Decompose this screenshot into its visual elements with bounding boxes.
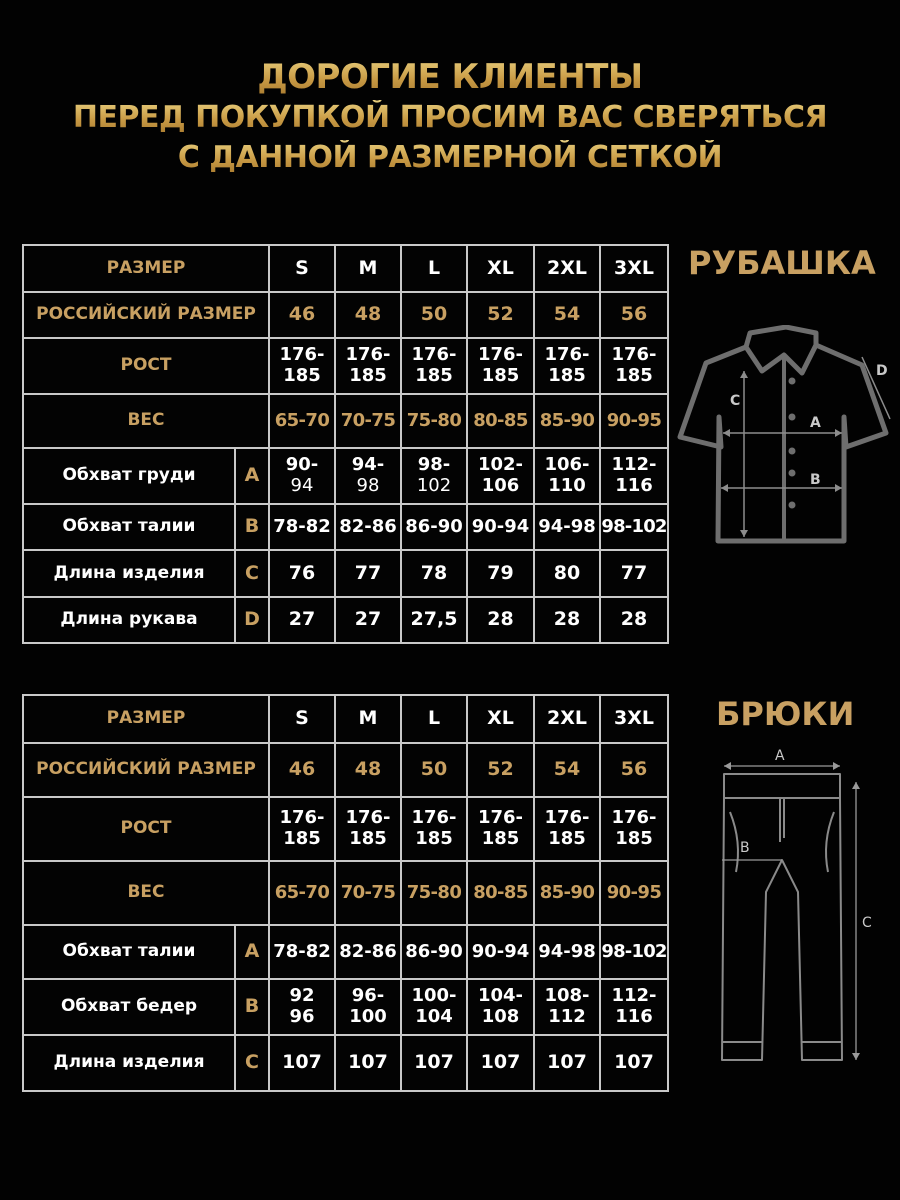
ru-size-cell: 52: [467, 292, 534, 338]
length-cell: 79: [467, 550, 534, 597]
shirt-button: [789, 470, 796, 477]
height-cell: 176- 185: [600, 338, 668, 394]
size-cell: 2XL: [534, 695, 600, 743]
shirt-button: [789, 502, 796, 509]
chest-cell: 94- 98: [335, 448, 401, 504]
size-header-label: РАЗМЕР: [23, 245, 269, 292]
hips-letter: B: [235, 979, 269, 1035]
size-cell: 3XL: [600, 695, 668, 743]
pants-drawstring: [780, 798, 784, 842]
shirt-label-a: A: [810, 415, 821, 431]
weight-cell: 85-90: [534, 861, 600, 925]
weight-cell: 65-70: [269, 861, 335, 925]
length-cell: 77: [335, 550, 401, 597]
pants-label-a: A: [775, 748, 785, 764]
waist-cell: 98-102: [600, 925, 668, 979]
ru-size-cell: 46: [269, 292, 335, 338]
height-cell: 176- 185: [269, 338, 335, 394]
waist-cell: 82-86: [335, 504, 401, 550]
pants-size-table: [22, 694, 669, 1092]
height-cell: 176- 185: [534, 797, 600, 861]
height-cell: 176- 185: [401, 797, 467, 861]
height-cell: 176- 185: [335, 338, 401, 394]
ru-size-cell: 46: [269, 743, 335, 797]
height-cell: 176- 185: [269, 797, 335, 861]
length-cell: 78: [401, 550, 467, 597]
pants-diagram: [712, 742, 882, 1082]
waist-cell: 94-98: [534, 925, 600, 979]
ru-size-cell: 54: [534, 292, 600, 338]
ru-size-cell: 56: [600, 743, 668, 797]
length-cell: 107: [600, 1035, 668, 1091]
length-cell: 107: [534, 1035, 600, 1091]
waist-cell: 98-102: [600, 504, 668, 550]
shirt-size-table: [22, 244, 669, 644]
chest-letter: A: [235, 448, 269, 504]
length-cell: 107: [467, 1035, 534, 1091]
size-cell: S: [269, 245, 335, 292]
size-cell: M: [335, 695, 401, 743]
shirt-button: [789, 378, 796, 385]
length-cell: 107: [401, 1035, 467, 1091]
shirt-button: [789, 448, 796, 455]
headline-1: ДОРОГИЕ КЛИЕНТЫ: [0, 57, 900, 97]
pants-pocket-right: [826, 812, 834, 872]
pants-label-c: C: [862, 915, 872, 931]
length-cell: 107: [335, 1035, 401, 1091]
height-cell: 176- 185: [401, 338, 467, 394]
height-cell: 176- 185: [335, 797, 401, 861]
waist-cell: 86-90: [401, 925, 467, 979]
waist-cell: 90-94: [467, 925, 534, 979]
size-cell: 3XL: [600, 245, 668, 292]
size-cell: L: [401, 245, 467, 292]
waist-cell: 94-98: [534, 504, 600, 550]
waist-label: Обхват талии: [23, 925, 235, 979]
sleeve-cell: 27: [335, 597, 401, 643]
length-letter: C: [235, 1035, 269, 1091]
height-cell: 176- 185: [467, 797, 534, 861]
length-cell: 76: [269, 550, 335, 597]
waist-cell: 86-90: [401, 504, 467, 550]
size-cell: 2XL: [534, 245, 600, 292]
hips-cell: 96- 100: [335, 979, 401, 1035]
height-cell: 176- 185: [467, 338, 534, 394]
hips-label: Обхват бедер: [23, 979, 235, 1035]
shirt-diagram: [676, 325, 896, 555]
chest-cell: 112- 116: [600, 448, 668, 504]
shirt-title: РУБАШКА: [688, 244, 876, 282]
length-letter: C: [235, 550, 269, 597]
chest-label: Обхват груди: [23, 448, 235, 504]
waist-cell: 78-82: [269, 925, 335, 979]
weight-cell: 85-90: [534, 394, 600, 448]
hips-cell: 104- 108: [467, 979, 534, 1035]
ru-size-label: РОССИЙСКИЙ РАЗМЕР: [23, 743, 269, 797]
sleeve-cell: 28: [600, 597, 668, 643]
shirt-label-d: D: [876, 363, 888, 379]
hips-cell: 92 96: [269, 979, 335, 1035]
weight-cell: 80-85: [467, 861, 534, 925]
size-cell: XL: [467, 695, 534, 743]
pants-outline: [722, 798, 842, 1060]
ru-size-cell: 48: [335, 743, 401, 797]
weight-cell: 90-95: [600, 861, 668, 925]
weight-cell: 80-85: [467, 394, 534, 448]
weight-cell: 75-80: [401, 394, 467, 448]
hips-cell: 108- 112: [534, 979, 600, 1035]
pants-waistband: [724, 774, 840, 798]
pants-pocket-left: [730, 812, 738, 872]
sleeve-cell: 27,5: [401, 597, 467, 643]
chest-cell: 102- 106: [467, 448, 534, 504]
size-cell: L: [401, 695, 467, 743]
ru-size-label: РОССИЙСКИЙ РАЗМЕР: [23, 292, 269, 338]
length-label: Длина изделия: [23, 550, 235, 597]
sleeve-cell: 28: [467, 597, 534, 643]
waist-label: Обхват талии: [23, 504, 235, 550]
weight-cell: 75-80: [401, 861, 467, 925]
waist-letter: A: [235, 925, 269, 979]
chest-cell: 90- 94: [269, 448, 335, 504]
pants-title: БРЮКИ: [716, 695, 855, 733]
sleeve-letter: D: [235, 597, 269, 643]
length-cell: 80: [534, 550, 600, 597]
sleeve-label: Длина рукава: [23, 597, 235, 643]
waist-cell: 90-94: [467, 504, 534, 550]
size-header-label: РАЗМЕР: [23, 695, 269, 743]
shirt-label-b: B: [810, 472, 821, 488]
height-label: РОСТ: [23, 338, 269, 394]
length-cell: 77: [600, 550, 668, 597]
shirt-label-c: C: [730, 393, 741, 409]
weight-cell: 70-75: [335, 861, 401, 925]
size-cell: S: [269, 695, 335, 743]
waist-cell: 78-82: [269, 504, 335, 550]
height-cell: 176- 185: [600, 797, 668, 861]
chest-cell: 98- 102: [401, 448, 467, 504]
size-cell: XL: [467, 245, 534, 292]
headline-2: ПЕРЕД ПОКУПКОЙ ПРОСИМ ВАС СВЕРЯТЬСЯ: [0, 100, 900, 135]
ru-size-cell: 50: [401, 292, 467, 338]
length-label: Длина изделия: [23, 1035, 235, 1091]
ru-size-cell: 52: [467, 743, 534, 797]
height-cell: 176- 185: [534, 338, 600, 394]
weight-cell: 70-75: [335, 394, 401, 448]
hips-cell: 112- 116: [600, 979, 668, 1035]
shirt-button: [789, 414, 796, 421]
ru-size-cell: 54: [534, 743, 600, 797]
pants-label-b: B: [740, 840, 750, 856]
ru-size-cell: 48: [335, 292, 401, 338]
height-label: РОСТ: [23, 797, 269, 861]
weight-label: ВЕС: [23, 394, 269, 448]
waist-cell: 82-86: [335, 925, 401, 979]
chest-cell: 106- 110: [534, 448, 600, 504]
ru-size-cell: 56: [600, 292, 668, 338]
ru-size-cell: 50: [401, 743, 467, 797]
weight-cell: 65-70: [269, 394, 335, 448]
sleeve-cell: 28: [534, 597, 600, 643]
sleeve-cell: 27: [269, 597, 335, 643]
length-cell: 107: [269, 1035, 335, 1091]
size-cell: M: [335, 245, 401, 292]
waist-letter: B: [235, 504, 269, 550]
shirt-collar: [746, 327, 816, 373]
weight-label: ВЕС: [23, 861, 269, 925]
hips-cell: 100- 104: [401, 979, 467, 1035]
headline-3: С ДАННОЙ РАЗМЕРНОЙ СЕТКОЙ: [0, 140, 900, 175]
weight-cell: 90-95: [600, 394, 668, 448]
